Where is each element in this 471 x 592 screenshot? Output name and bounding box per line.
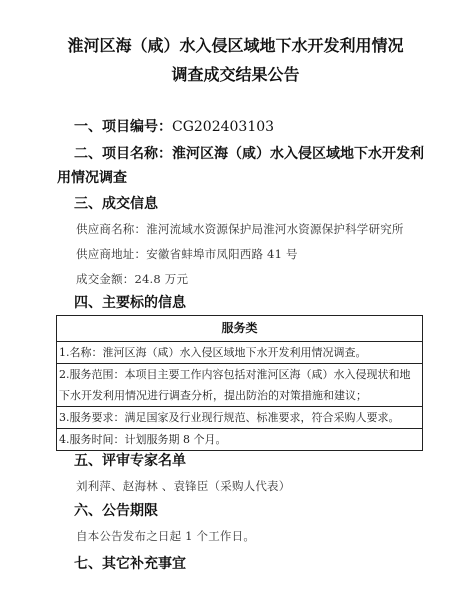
table-row (57, 364, 422, 407)
main-subject-heading: 四、主要标的信息 (74, 295, 186, 311)
notice-period-heading: 六、公告期限 (74, 503, 158, 519)
table-cell: 1.名称：淮河区海（咸）水入侵区域地下水开发利用情况调查。 (59, 346, 367, 359)
page-title-line-2: 调查成交结果公告 (171, 65, 300, 84)
experts-list: 刘利萍、赵海林 、袁锋臣（采购人代表） (76, 479, 291, 493)
project-name-heading-line-2: 用情况调查 (57, 170, 127, 186)
project-number-label: 一、项目编号： (74, 119, 172, 135)
notice-period-text: 自本公告发布之日起 1 个工作日。 (76, 529, 256, 543)
project-name-heading-line-1: 二、项目名称：淮河区海（咸）水入侵区域地下水开发利 (74, 146, 424, 162)
page-title-line-1: 淮河区海（咸）水入侵区域地下水开发利用情况 (67, 36, 404, 55)
table-cell: 4.服务时间：计划服务期 8 个月。 (59, 433, 227, 446)
service-table (56, 315, 423, 451)
deal-info-heading: 三、成交信息 (74, 196, 158, 212)
experts-heading: 五、评审专家名单 (74, 453, 186, 469)
project-number-value: CG202403103 (172, 119, 275, 135)
other-matters-heading: 七、其它补充事宜 (74, 556, 186, 572)
supplier-name: 供应商名称：淮河流域水资源保护局淮河水资源保护科学研究所 (76, 222, 404, 236)
table-row (57, 342, 422, 364)
service-table-header: 服务类 (57, 316, 422, 342)
table-cell: 下水开发利用情况进行调查分析，提出防治的对策措施和建议； (59, 389, 367, 402)
supplier-address: 供应商地址：安徽省蚌埠市凤阳西路 41 号 (76, 247, 298, 261)
table-cell: 2.服务范围：本项目主要工作内容包括对淮河区海（咸）水入侵现状和地 (59, 368, 411, 381)
table-cell: 3.服务要求：满足国家及行业现行规范、标准要求，符合采购人要求。 (59, 411, 400, 424)
project-number-heading (74, 119, 274, 135)
table-row (57, 407, 422, 429)
deal-amount: 成交金额：24.8 万元 (76, 272, 189, 286)
table-row (57, 429, 422, 450)
